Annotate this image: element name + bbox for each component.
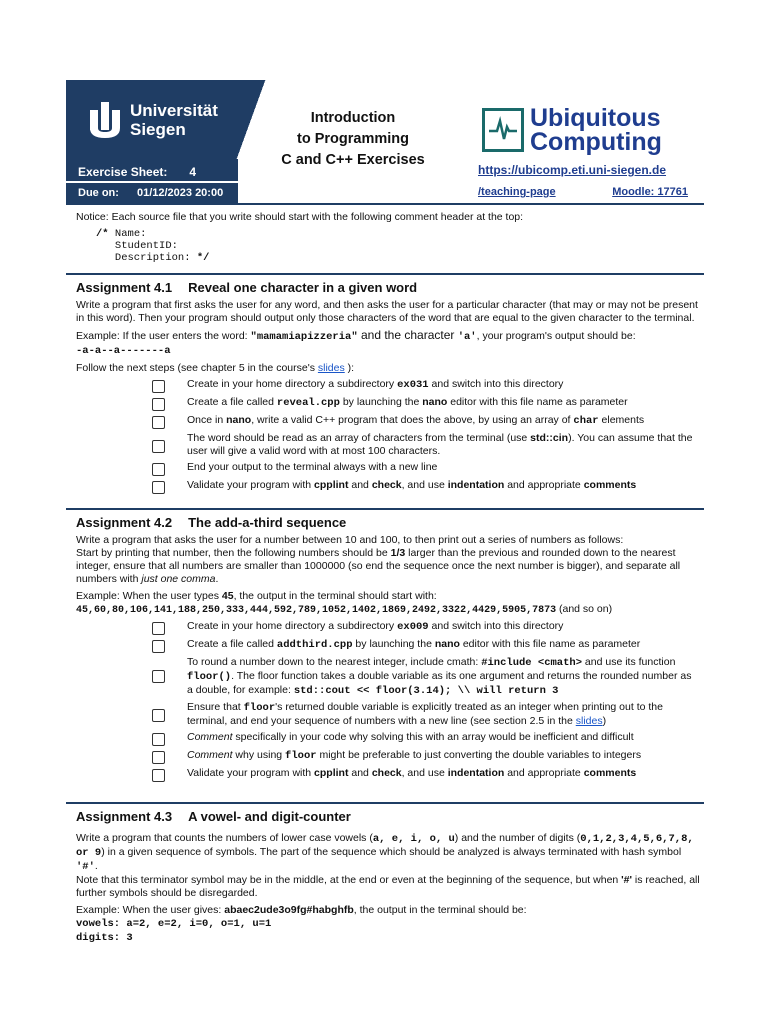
step-item: Create in your home directory a subdirectory ex031 and switch into this directory bbox=[152, 378, 704, 393]
exercise-label: Exercise Sheet: bbox=[78, 165, 168, 179]
assignment-title: Assignment 4.2 The add-a-third sequence bbox=[76, 515, 347, 530]
title-line-1: Introduction bbox=[310, 110, 396, 126]
notice-text: Notice: Each source file that you write should start with the following comment header at the top: bbox=[76, 211, 524, 223]
assignment-intro: Write a program that first asks the user for any word, and then asks the user for a particular character (that may or may not be present in this word). Then your program should output only those characters of the word that are equal to the given character to the terminal. bbox=[76, 299, 698, 324]
checkbox[interactable] bbox=[152, 416, 165, 429]
brand-line-1: Ubiquitous bbox=[530, 104, 661, 132]
checkbox[interactable] bbox=[152, 398, 165, 411]
assignment-4-3 bbox=[66, 802, 704, 945]
step-item: Create a file called addthird.cpp by launching the nano editor with this file name as parameter bbox=[152, 638, 704, 653]
step-item: End your output to the terminal always with a new line bbox=[152, 461, 704, 476]
brand-line-2: Computing bbox=[530, 128, 662, 156]
step-item: Validate your program with cpplint and check, and use indentation and appropriate comments bbox=[152, 479, 704, 494]
university-logo-icon bbox=[90, 102, 120, 138]
header-banner bbox=[66, 80, 704, 168]
follow-steps: Follow the next steps (see chapter 5 in the course's slides ): bbox=[76, 362, 355, 374]
step-item: Comment why using floor might be preferable to just converting the double variables to integers bbox=[152, 749, 704, 764]
assignment-intro: Write a program that asks the user for a number between 10 and 100, to then print out a series of numbers as follows: Start by printing that number, then the following numbers should be 1/3 larger than the previous and rounded down to the nearest integer, ensure that all numbers are smaller than 1000000 (so end the sequence once the next number is bigger), and separate all numbers with just one comma. bbox=[76, 534, 681, 585]
header-rule bbox=[66, 203, 704, 205]
checkbox[interactable] bbox=[152, 733, 165, 746]
title-line-3: C and C++ Exercises bbox=[281, 152, 425, 168]
slides-link[interactable]: slides bbox=[575, 715, 603, 727]
assignment-title: Assignment 4.1 Reveal one character in a given word bbox=[76, 280, 418, 295]
university-name-line2: Siegen bbox=[130, 119, 186, 139]
assignment-example: Example: If the user enters the word: "mamamiapizzeria" and the character 'a', your program's output should be: -a-a--a-------a bbox=[76, 328, 636, 357]
exercise-number: 4 bbox=[189, 165, 197, 179]
assignment-4-1 bbox=[66, 273, 704, 494]
ubicomp-logo bbox=[482, 106, 662, 154]
step-item: Create a file called reveal.cpp by launching the nano editor with this file name as parameter bbox=[152, 396, 704, 411]
step-item: Create in your home directory a subdirectory ex009 and switch into this directory bbox=[152, 620, 704, 635]
moodle-link[interactable]: Moodle: 17761 bbox=[612, 186, 688, 198]
step-item: The word should be read as an array of characters from the terminal (use std::cin). You can assume that the user will give a valid word with at most 100 characters. bbox=[152, 432, 704, 458]
assignment-intro: Write a program that counts the numbers of lower case vowels (a, e, i, o, u) and the number of digits (0,1,2,3,4,5,6,7,8, or 9) in a given sequence of symbols. The part of the sequence which should be analyzed is always terminated with hash symbol '#'. Note that this terminator symbol may be in the middle, at the end or even at the beginning of the sequence, but when '#' is reached, all further symbols should be disregarded. bbox=[76, 832, 700, 899]
slides-link[interactable]: slides bbox=[317, 362, 345, 374]
checkbox[interactable] bbox=[152, 751, 165, 764]
checkbox[interactable] bbox=[152, 463, 165, 476]
assignment-example: Example: When the user gives: abaec2ude3o9fg#habghfb, the output in the terminal should be: vowels: a=2, e=2, i=0, o=1, u=1 digits: 3 bbox=[76, 904, 527, 944]
checkbox[interactable] bbox=[152, 622, 165, 635]
exercise-sheet bbox=[66, 80, 704, 945]
pulse-icon bbox=[482, 108, 524, 152]
title-panel bbox=[266, 80, 444, 168]
step-item: Once in nano, write a valid C++ program that does the above, by using an array of char elements bbox=[152, 414, 704, 429]
website-link[interactable]: https://ubicomp.eti.uni-siegen.de bbox=[478, 163, 667, 177]
checkbox[interactable] bbox=[152, 640, 165, 653]
checkbox[interactable] bbox=[152, 481, 165, 494]
step-item: Comment specifically in your code why solving this with an array would be inefficient and difficult bbox=[152, 731, 704, 746]
step-item: To round a number down to the nearest integer, include cmath: #include <cmath> and use its function floor(). The floor function takes a double variable as its one argument and returns the rounded number as a double, for example: std::cout << floor(3.14); \\ will return 3 bbox=[152, 656, 704, 698]
assignment-title: Assignment 4.3 A vowel- and digit-counter bbox=[76, 809, 351, 824]
assignment-4-2 bbox=[66, 508, 704, 782]
checkbox[interactable] bbox=[152, 709, 165, 722]
university-name-line1: Universität bbox=[130, 100, 218, 120]
due-date: 01/12/2023 20:00 bbox=[136, 187, 224, 199]
university-logo bbox=[66, 80, 238, 159]
teaching-page-link[interactable]: /teaching-page bbox=[478, 186, 556, 198]
step-item: Validate your program with cpplint and check, and use indentation and appropriate comments bbox=[152, 767, 704, 782]
checkbox[interactable] bbox=[152, 769, 165, 782]
due-label: Due on: bbox=[78, 187, 119, 199]
checkbox[interactable] bbox=[152, 440, 165, 453]
sheet-info bbox=[66, 159, 238, 203]
checkbox[interactable] bbox=[152, 380, 165, 393]
title-line-2: to Programming bbox=[297, 131, 409, 147]
brand-panel bbox=[444, 80, 704, 159]
step-item: Ensure that floor's returned double variable is explicitly treated as an integer when printing out to the terminal, and end your sequence of numbers with a new line (see section 2.5 in the slides) bbox=[152, 701, 704, 728]
header-info-row bbox=[66, 159, 704, 203]
checkbox[interactable] bbox=[152, 670, 165, 683]
assignment-example: Example: When the user types 45, the output in the terminal should start with: 45,60,80,106,141,188,250,333,444,592,789,1052,1402,1869,2492,3322,4429,5905,7873 (and so on) bbox=[76, 590, 613, 616]
comment-header-code: /* Name: StudentID: Description: */ bbox=[96, 228, 210, 264]
